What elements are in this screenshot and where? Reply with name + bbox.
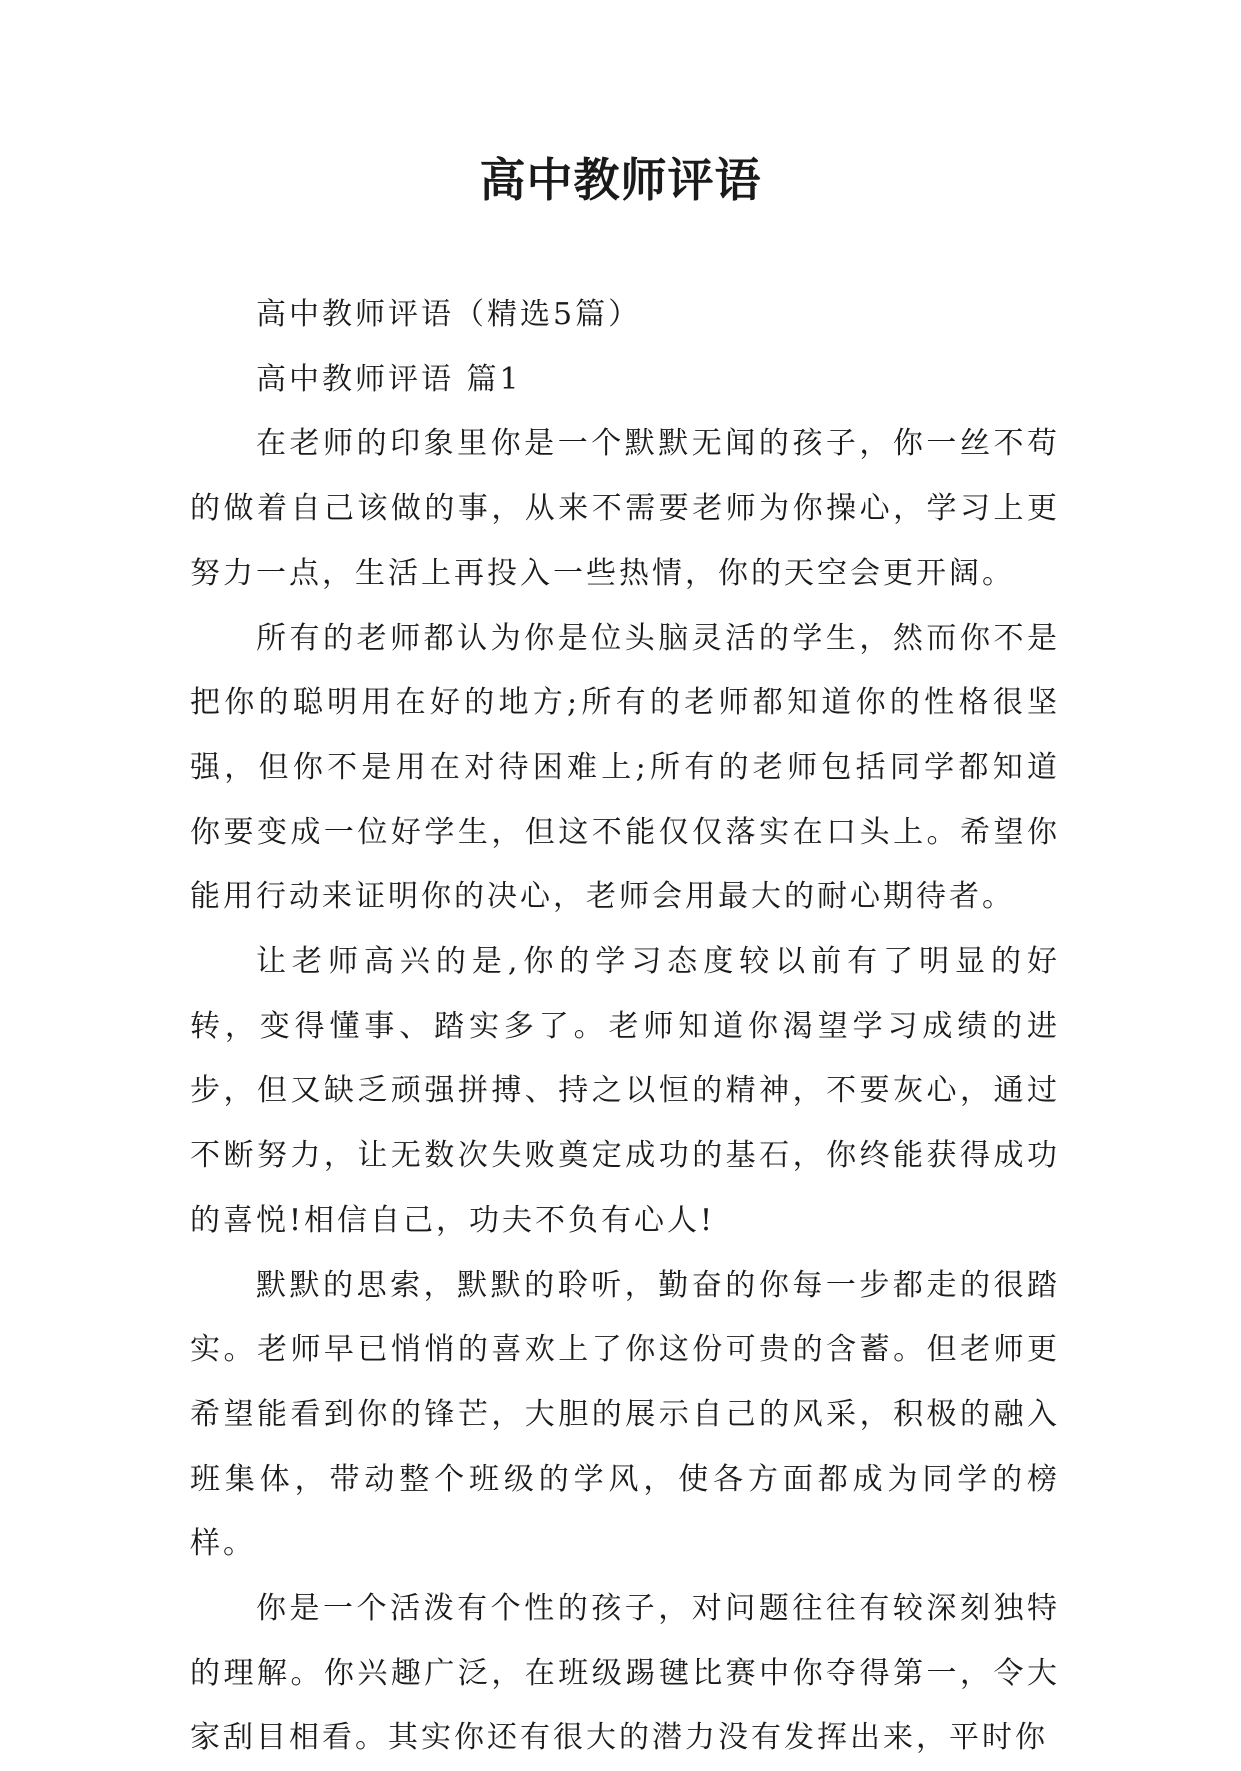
body-paragraph: 让老师高兴的是,你的学习态度较以前有了明显的好转，变得懂事、踏实多了。老师知道你渴望学习成绩的进步，但又缺乏顽强拼搏、持之以恒的精神，不要灰心，通过不断努力，让无数次失败奠定成功的基石，你终能获得成功的喜悦!相信自己，功夫不负有心人! — [190, 944, 1060, 1238]
document-body — [190, 283, 1060, 1771]
body-paragraph: 所有的老师都认为你是位头脑灵活的学生，然而你不是把你的聪明用在好的地方;所有的老师都知道你的性格很坚强，但你不是用在对待困难上;所有的老师包括同学都知道你要变成一位好学生，但这不能仅仅落实在口头上。希望你能用行动来证明你的决心，老师会用最大的耐心期待者。 — [190, 620, 1060, 915]
body-paragraph: 你是一个活泼有个性的孩子，对问题往往有较深刻独特的理解。你兴趣广泛，在班级踢毽比赛中你夺得第一，令大家刮目相看。其实你还有很大的潜力没有发挥出来，平时你 — [190, 1591, 1060, 1756]
body-paragraph: 在老师的印象里你是一个默默无闻的孩子，你一丝不苟的做着自己该做的事，从来不需要老师为你操心，学习上更努力一点，生活上再投入一些热情，你的天空会更开阔。 — [190, 426, 1060, 591]
subtitle: 高中教师评语（精选5篇） — [256, 297, 642, 332]
document-title: 高中教师评语 — [479, 153, 762, 207]
body-paragraph: 默默的思索，默默的聆听，勤奋的你每一步都走的很踏实。老师早已悄悄的喜欢上了你这份可贵的含蓄。但老师更希望能看到你的锋芒，大胆的展示自己的风采，积极的融入班集体，带动整个班级的学风，使各方面都成为同学的榜样。 — [190, 1267, 1060, 1562]
section-heading: 高中教师评语 篇1 — [256, 361, 522, 397]
